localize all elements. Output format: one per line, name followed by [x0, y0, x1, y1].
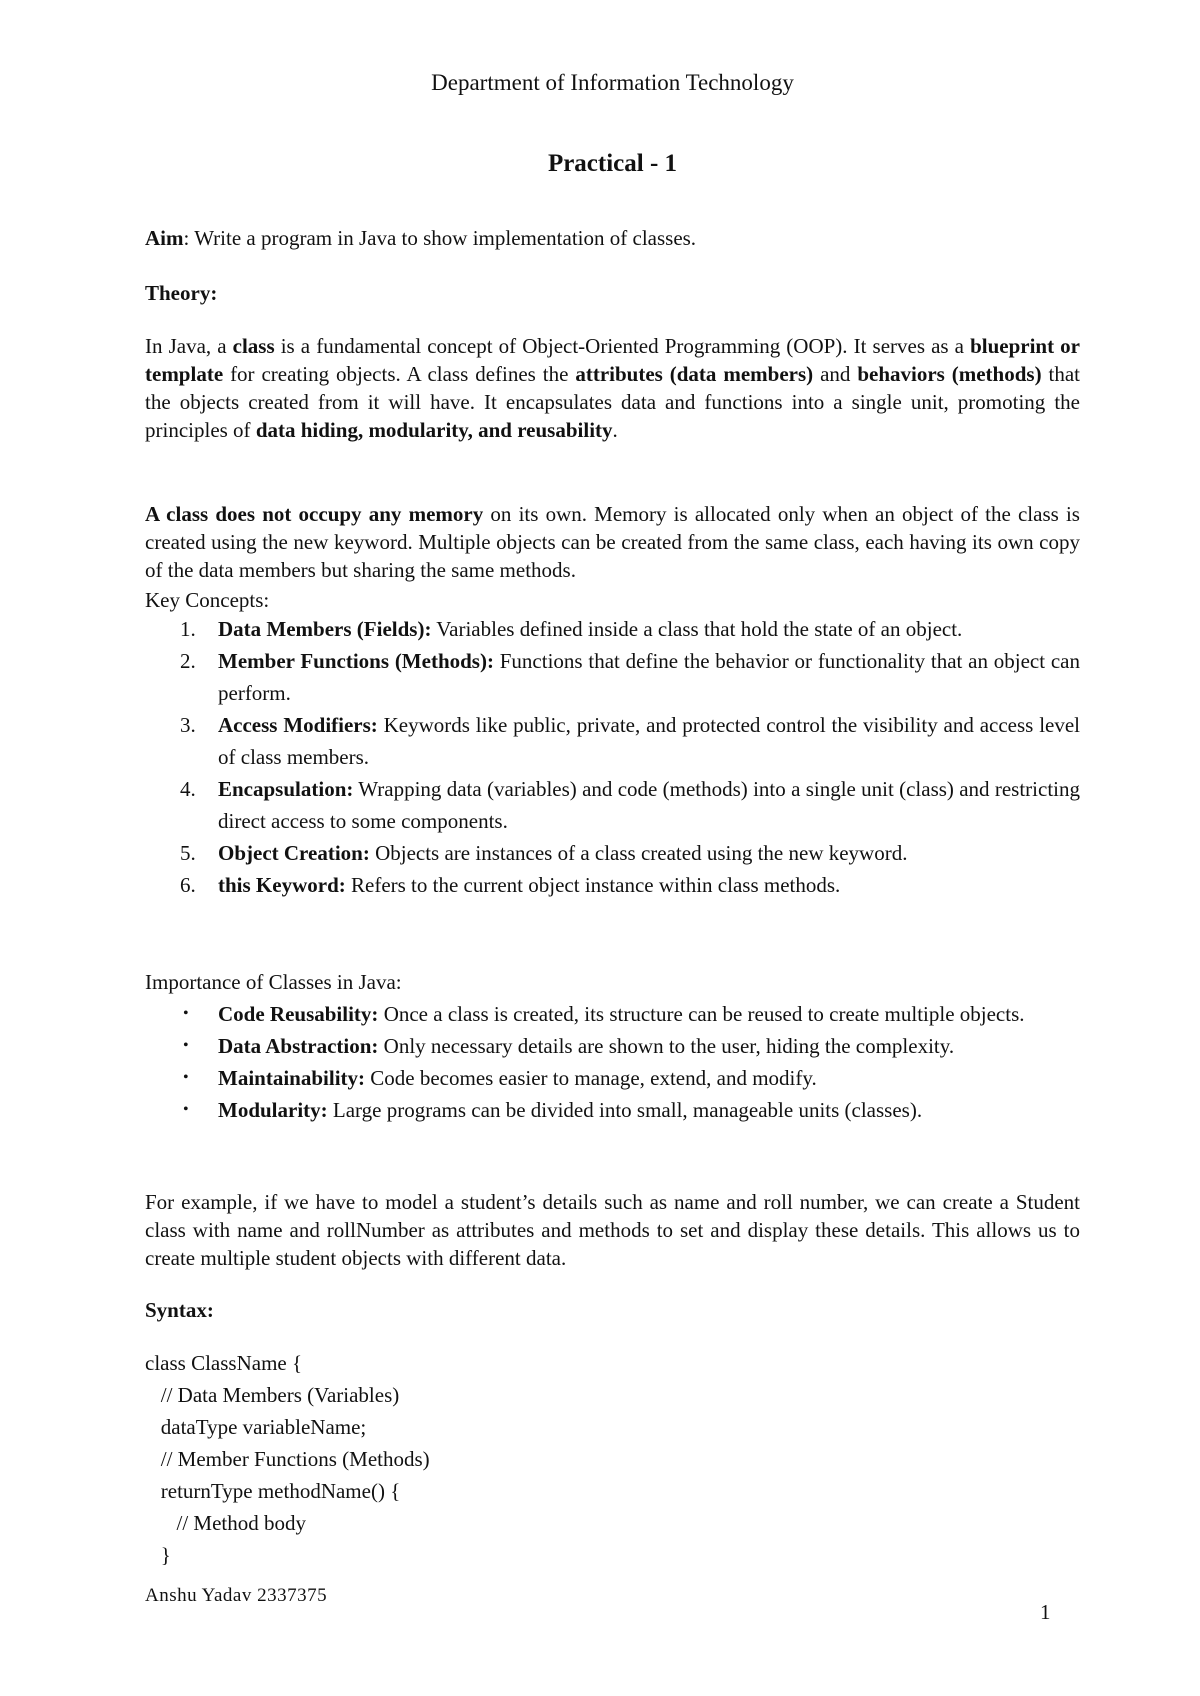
list-item	[145, 613, 1080, 645]
list-desc: Functions that define the behavior or functionality that an object can perform.	[218, 649, 1080, 705]
list-desc: Keywords like public, private, and protected control the visibility and access level of class members.	[218, 713, 1081, 769]
list-item	[145, 869, 1080, 901]
theory-paragraph-1	[145, 332, 1080, 444]
list-term: this Keyword:	[218, 873, 346, 897]
list-number: 4.	[180, 777, 196, 801]
key-concepts-list	[145, 613, 1080, 901]
syntax-heading: Syntax:	[145, 1298, 214, 1322]
list-term: Maintainability:	[218, 1066, 366, 1090]
list-desc: Refers to the current object instance within class methods.	[345, 873, 841, 897]
para1-text: for creating objects. A class defines the	[223, 362, 576, 386]
list-item	[145, 773, 1080, 837]
para1-bold: blueprint or template	[145, 334, 1080, 386]
para1-text: In Java, a	[145, 334, 233, 358]
code-line: // Member Functions (Methods)	[145, 1447, 430, 1471]
code-line: returnType methodName() {	[145, 1479, 401, 1503]
footer-author: Anshu Yadav 2337375	[145, 1585, 328, 1606]
theory-heading: Theory:	[145, 281, 218, 305]
list-number: 2.	[180, 649, 196, 673]
list-item	[145, 1094, 1080, 1126]
list-term: Encapsulation:	[218, 777, 354, 801]
list-number: 6.	[180, 873, 196, 897]
list-desc: Wrapping data (variables) and code (methods) into a single unit (class) and restricting direct access to some components.	[218, 777, 1080, 833]
list-item	[145, 709, 1080, 773]
code-line: // Method body	[145, 1511, 306, 1535]
list-desc: Once a class is created, its structure can be reused to create multiple objects.	[378, 1002, 1025, 1026]
practical-title: Practical - 1	[547, 150, 678, 177]
para1-bold: class	[232, 334, 275, 358]
para1-bold: data hiding, modularity, and reusability	[255, 418, 613, 442]
list-desc: Variables defined inside a class that hold the state of an object.	[431, 617, 963, 641]
list-term: Modularity:	[218, 1098, 328, 1122]
code-block	[145, 1347, 430, 1571]
para1-text: .	[612, 418, 618, 442]
list-term: Member Functions (Methods):	[218, 649, 494, 673]
list-desc: Large programs can be divided into small, manageable units (classes).	[327, 1098, 923, 1122]
importance-list	[145, 998, 1080, 1126]
key-concepts-label: Key Concepts:	[145, 588, 270, 612]
list-desc: Only necessary details are shown to the user, hiding the complexity.	[378, 1034, 955, 1058]
list-item	[145, 837, 1080, 869]
para1-text: and	[813, 362, 858, 386]
code-line: }	[145, 1543, 171, 1567]
theory-paragraph-2	[145, 500, 1080, 584]
example-paragraph: For example, if we have to model a student’s details such as name and roll number, we can create a Student class with name and rollNumber as attributes and methods to set and display these details. This allows us to create multiple student objects with different data.	[145, 1190, 1080, 1270]
bullet-icon: •	[183, 1005, 189, 1022]
list-item	[145, 1030, 1080, 1062]
aim-label: Aim	[145, 226, 184, 250]
list-number: 3.	[180, 713, 196, 737]
list-term: Object Creation:	[218, 841, 370, 865]
list-desc: Objects are instances of a class created using the new keyword.	[369, 841, 908, 865]
code-line: // Data Members (Variables)	[145, 1383, 400, 1407]
bullet-icon: •	[183, 1037, 189, 1054]
list-term: Code Reusability:	[218, 1002, 379, 1026]
list-term: Data Members (Fields):	[218, 617, 432, 641]
list-item	[145, 1062, 1080, 1094]
aim-line	[145, 224, 1080, 252]
list-item	[145, 645, 1080, 709]
para1-text: is a fundamental concept of Object-Oriented Programming (OOP). It serves as a	[274, 334, 971, 358]
bullet-icon: •	[183, 1069, 189, 1086]
list-number: 1.	[180, 617, 196, 641]
list-desc: Code becomes easier to manage, extend, and modify.	[365, 1066, 817, 1090]
list-number: 5.	[180, 841, 196, 865]
bullet-icon: •	[183, 1101, 189, 1118]
code-line: class ClassName {	[145, 1351, 303, 1375]
para2-text: on its own. Memory is allocated only when an object of the class is created using the new keyword. Multiple objects can be created from the same class, each having its own copy of the data members but sharing the same methods.	[145, 502, 1080, 582]
list-term: Access Modifiers:	[218, 713, 378, 737]
para1-bold: behaviors (methods)	[857, 362, 1042, 386]
para1-text: that the objects created from it will have. It encapsulates data and functions into a single unit, promoting the principles of	[145, 362, 1080, 442]
aim-text: : Write a program in Java to show implementation of classes.	[183, 226, 697, 250]
para2-bold: A class does not occupy any memory	[145, 502, 484, 526]
list-item	[145, 998, 1080, 1030]
para1-bold: attributes (data members)	[575, 362, 814, 386]
importance-label: Importance of Classes in Java:	[145, 970, 402, 994]
document-page	[145, 0, 1080, 1696]
list-term: Data Abstraction:	[218, 1034, 379, 1058]
department-title: Department of Information Technology	[431, 70, 794, 95]
page-number: 1	[1040, 1600, 1051, 1624]
code-line: dataType variableName;	[145, 1415, 367, 1439]
